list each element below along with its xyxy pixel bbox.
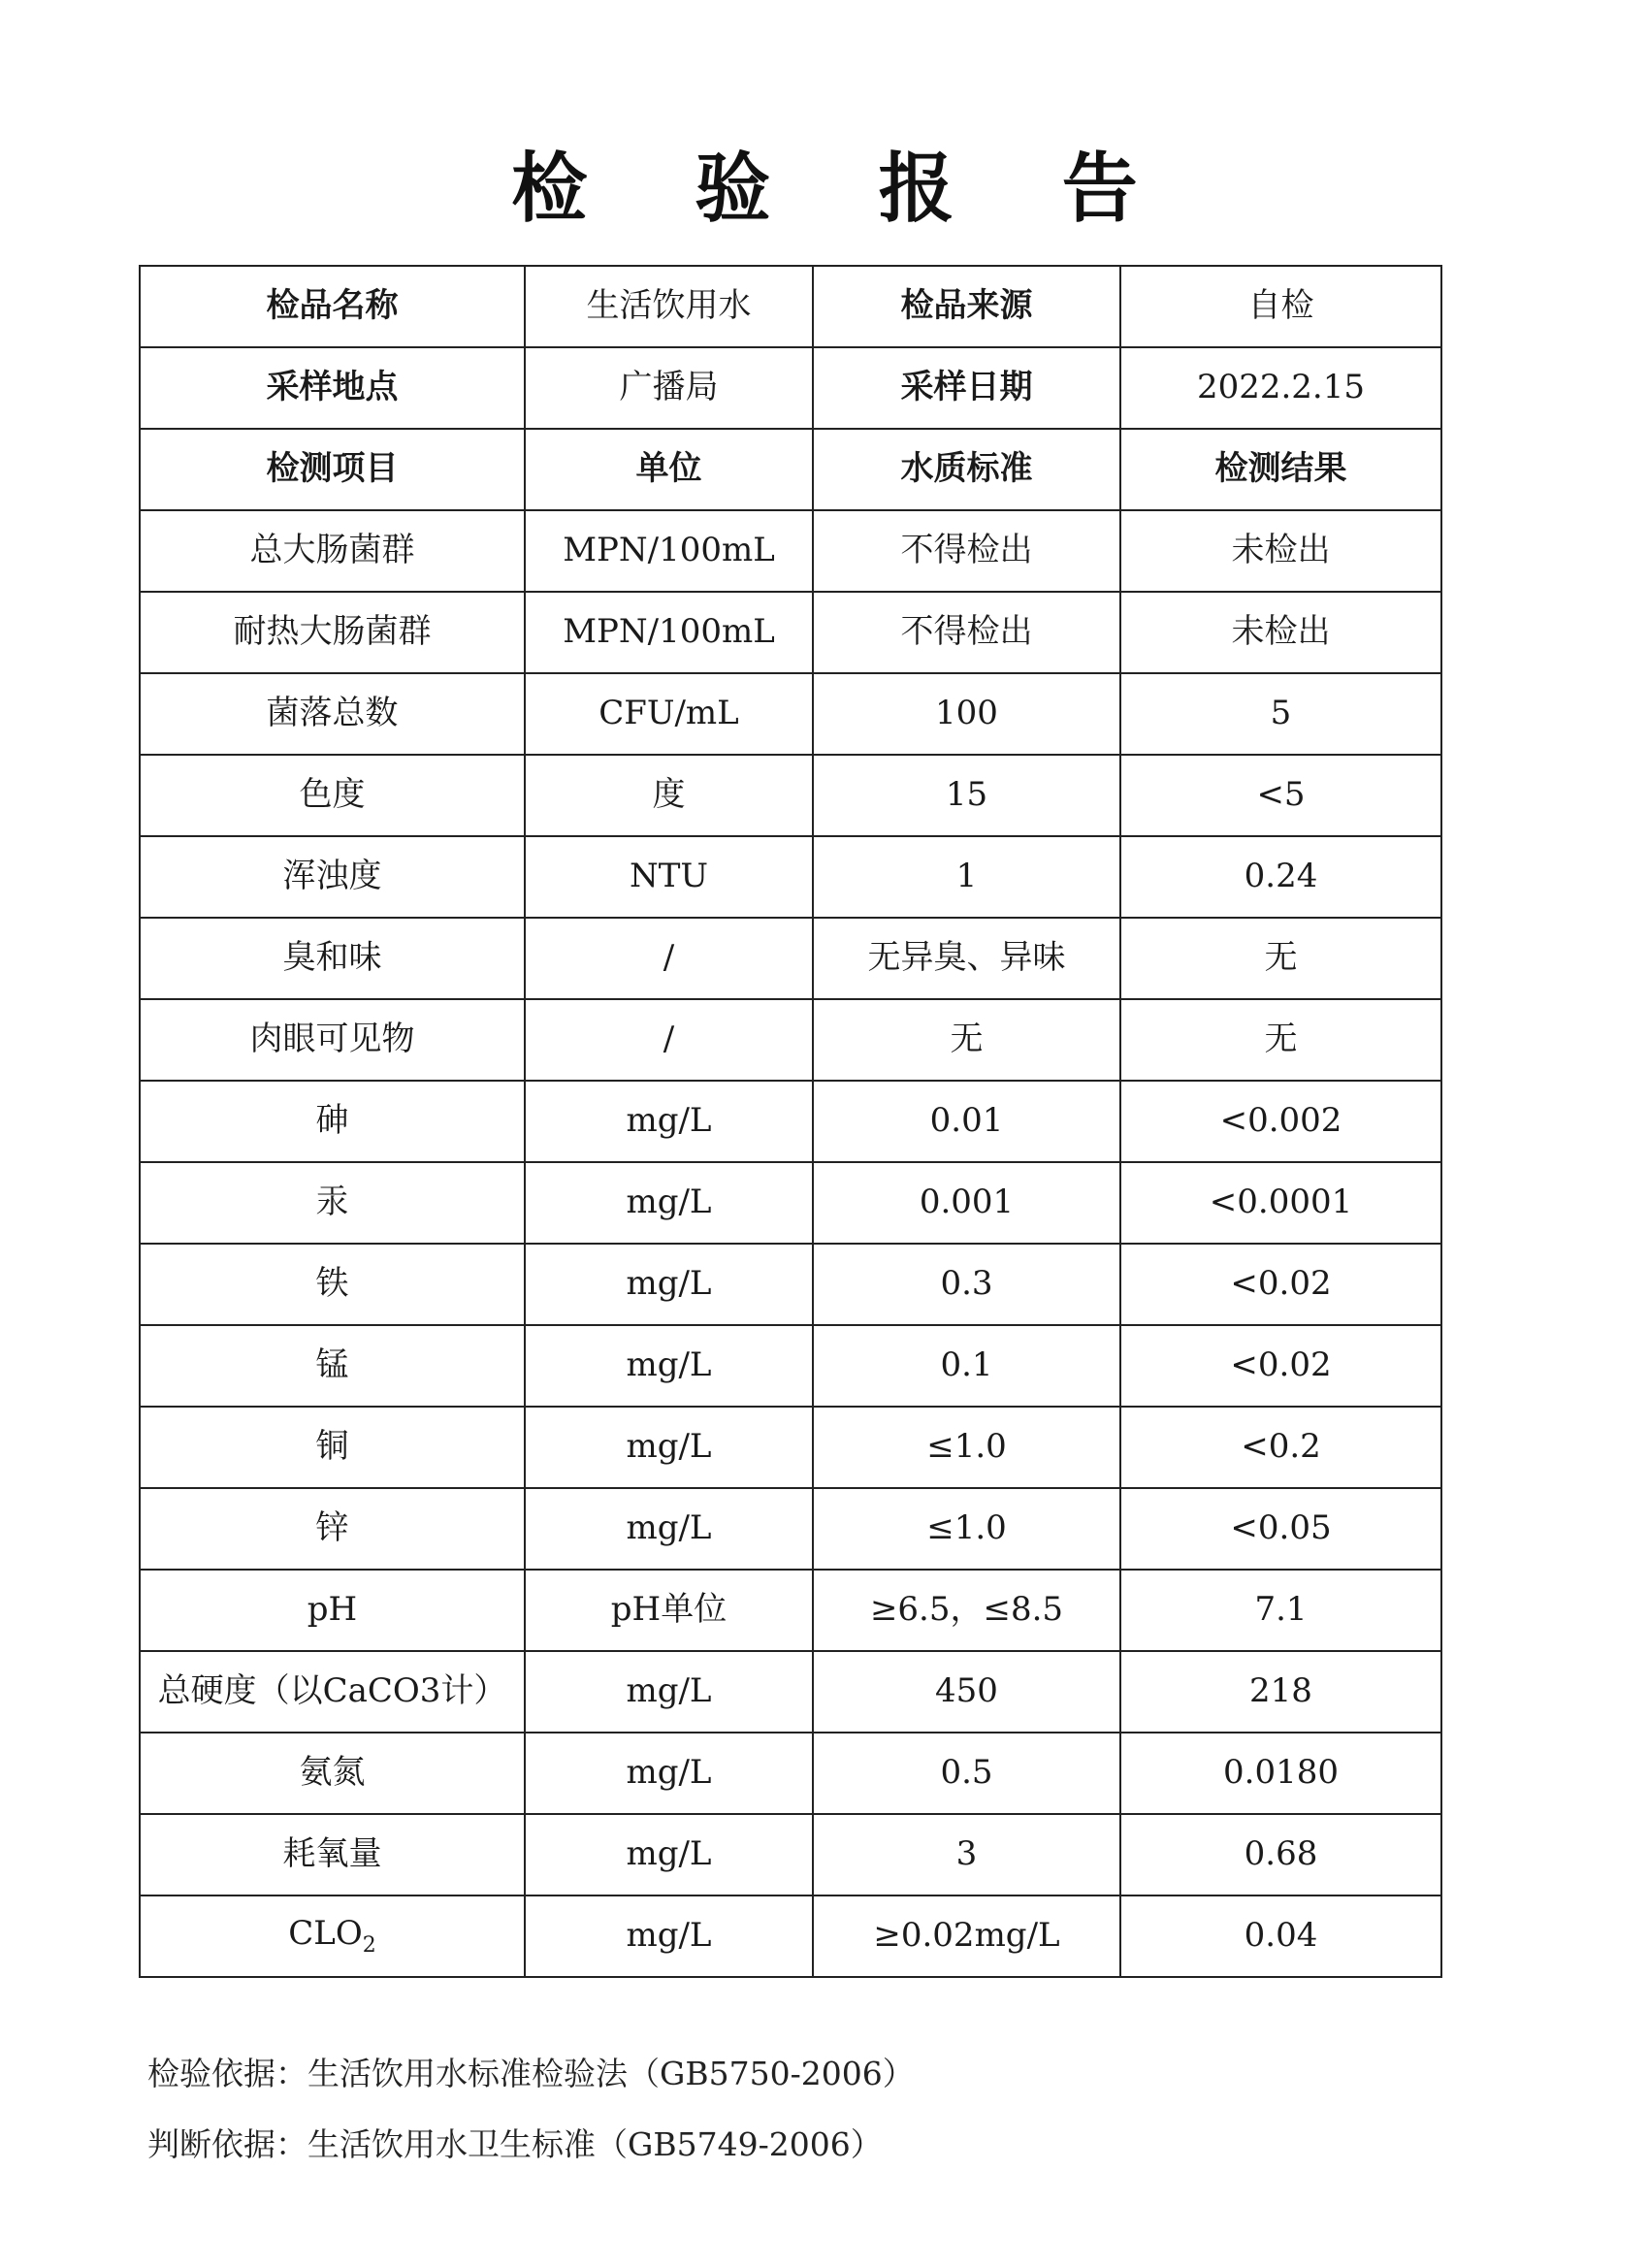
row-item: 肉眼可见物 bbox=[140, 999, 525, 1081]
table-row bbox=[140, 1162, 1441, 1244]
row-item bbox=[140, 1895, 525, 1977]
row-standard: ≥0.02mg/L bbox=[813, 1895, 1120, 1977]
column-header-unit: 单位 bbox=[525, 429, 813, 510]
header-row-sampling bbox=[140, 347, 1441, 429]
row-unit: mg/L bbox=[525, 1814, 813, 1895]
row-standard: ≥6.5，≤8.5 bbox=[813, 1570, 1120, 1651]
row-result: <0.0001 bbox=[1120, 1162, 1441, 1244]
row-standard: ≤1.0 bbox=[813, 1407, 1120, 1488]
row-standard: 不得检出 bbox=[813, 592, 1120, 673]
row-standard: 无异臭、异味 bbox=[813, 918, 1120, 999]
row-unit: mg/L bbox=[525, 1325, 813, 1407]
table-row bbox=[140, 1081, 1441, 1162]
table-row bbox=[140, 1895, 1441, 1977]
table-row bbox=[140, 1244, 1441, 1325]
column-header-standard: 水质标准 bbox=[813, 429, 1120, 510]
row-item: 汞 bbox=[140, 1162, 525, 1244]
row-standard: 0.5 bbox=[813, 1733, 1120, 1814]
table-row bbox=[140, 999, 1441, 1081]
row-unit: mg/L bbox=[525, 1733, 813, 1814]
row-result: 未检出 bbox=[1120, 592, 1441, 673]
row-unit: pH单位 bbox=[525, 1570, 813, 1651]
row-unit: / bbox=[525, 999, 813, 1081]
table-row bbox=[140, 1325, 1441, 1407]
row-result: 5 bbox=[1120, 673, 1441, 755]
column-header-item: 检测项目 bbox=[140, 429, 525, 510]
row-unit: mg/L bbox=[525, 1651, 813, 1733]
row-result: 0.24 bbox=[1120, 836, 1441, 918]
row-item: 臭和味 bbox=[140, 918, 525, 999]
label-sampling-date: 采样日期 bbox=[813, 347, 1120, 429]
row-result: 7.1 bbox=[1120, 1570, 1441, 1651]
row-standard: ≤1.0 bbox=[813, 1488, 1120, 1570]
table-row bbox=[140, 673, 1441, 755]
label-sampling-location: 采样地点 bbox=[140, 347, 525, 429]
row-unit: MPN/100mL bbox=[525, 592, 813, 673]
row-result: 218 bbox=[1120, 1651, 1441, 1733]
row-item-subscript: 2 bbox=[362, 1932, 376, 1958]
row-item: 总大肠菌群 bbox=[140, 510, 525, 592]
table-row bbox=[140, 755, 1441, 836]
row-unit: mg/L bbox=[525, 1895, 813, 1977]
row-item: 色度 bbox=[140, 755, 525, 836]
row-result: 无 bbox=[1120, 918, 1441, 999]
value-sampling-date: 2022.2.15 bbox=[1120, 347, 1441, 429]
row-standard: 0.001 bbox=[813, 1162, 1120, 1244]
row-item: 浑浊度 bbox=[140, 836, 525, 918]
row-unit: 度 bbox=[525, 755, 813, 836]
row-unit: mg/L bbox=[525, 1407, 813, 1488]
row-standard: 450 bbox=[813, 1651, 1120, 1733]
column-header-row bbox=[140, 429, 1441, 510]
row-unit: mg/L bbox=[525, 1488, 813, 1570]
page-title: 检 验 报 告 bbox=[511, 146, 1179, 233]
row-result: 未检出 bbox=[1120, 510, 1441, 592]
row-item: 耗氧量 bbox=[140, 1814, 525, 1895]
row-standard: 无 bbox=[813, 999, 1120, 1081]
row-unit: mg/L bbox=[525, 1244, 813, 1325]
row-standard: 0.3 bbox=[813, 1244, 1120, 1325]
row-result: <0.05 bbox=[1120, 1488, 1441, 1570]
row-result: 0.68 bbox=[1120, 1814, 1441, 1895]
row-standard: 3 bbox=[813, 1814, 1120, 1895]
row-standard: 1 bbox=[813, 836, 1120, 918]
row-result: <0.02 bbox=[1120, 1244, 1441, 1325]
table-row bbox=[140, 510, 1441, 592]
row-unit: CFU/mL bbox=[525, 673, 813, 755]
row-unit: mg/L bbox=[525, 1162, 813, 1244]
row-item: pH bbox=[140, 1570, 525, 1651]
table-row bbox=[140, 918, 1441, 999]
row-item-main: CLO bbox=[288, 1913, 363, 1953]
table-row bbox=[140, 1733, 1441, 1814]
row-unit: MPN/100mL bbox=[525, 510, 813, 592]
column-header-result: 检测结果 bbox=[1120, 429, 1441, 510]
table-row bbox=[140, 1651, 1441, 1733]
row-result: 0.04 bbox=[1120, 1895, 1441, 1977]
table-row bbox=[140, 592, 1441, 673]
value-sample-name: 生活饮用水 bbox=[525, 266, 813, 347]
table-row bbox=[140, 1407, 1441, 1488]
label-sample-source: 检品来源 bbox=[813, 266, 1120, 347]
value-sample-source: 自检 bbox=[1120, 266, 1441, 347]
label-sample-name: 检品名称 bbox=[140, 266, 525, 347]
table-row bbox=[140, 1570, 1441, 1651]
row-item: 砷 bbox=[140, 1081, 525, 1162]
row-item: 菌落总数 bbox=[140, 673, 525, 755]
table-row bbox=[140, 1488, 1441, 1570]
row-item: 锰 bbox=[140, 1325, 525, 1407]
inspection-basis: 检验依据：生活饮用水标准检验法（GB5750-2006） bbox=[147, 2055, 915, 2092]
row-item: 铜 bbox=[140, 1407, 525, 1488]
row-result: <0.002 bbox=[1120, 1081, 1441, 1162]
row-item: 总硬度（以CaCO3计） bbox=[140, 1651, 525, 1733]
judgement-basis: 判断依据：生活饮用水卫生标准（GB5749-2006） bbox=[147, 2125, 883, 2163]
row-unit: NTU bbox=[525, 836, 813, 918]
row-result: <5 bbox=[1120, 755, 1441, 836]
row-result: 0.0180 bbox=[1120, 1733, 1441, 1814]
row-standard: 15 bbox=[813, 755, 1120, 836]
row-standard: 100 bbox=[813, 673, 1120, 755]
value-sampling-location: 广播局 bbox=[525, 347, 813, 429]
row-result: 无 bbox=[1120, 999, 1441, 1081]
row-item: 氨氮 bbox=[140, 1733, 525, 1814]
row-standard: 0.01 bbox=[813, 1081, 1120, 1162]
row-standard: 0.1 bbox=[813, 1325, 1120, 1407]
row-result: <0.02 bbox=[1120, 1325, 1441, 1407]
header-row-sample-name bbox=[140, 266, 1441, 347]
row-unit: / bbox=[525, 918, 813, 999]
row-item: 铁 bbox=[140, 1244, 525, 1325]
table-row bbox=[140, 1814, 1441, 1895]
row-standard: 不得检出 bbox=[813, 510, 1120, 592]
table-row bbox=[140, 836, 1441, 918]
row-result: <0.2 bbox=[1120, 1407, 1441, 1488]
row-unit: mg/L bbox=[525, 1081, 813, 1162]
row-item: 耐热大肠菌群 bbox=[140, 592, 525, 673]
report-table bbox=[139, 265, 1442, 1978]
row-item: 锌 bbox=[140, 1488, 525, 1570]
